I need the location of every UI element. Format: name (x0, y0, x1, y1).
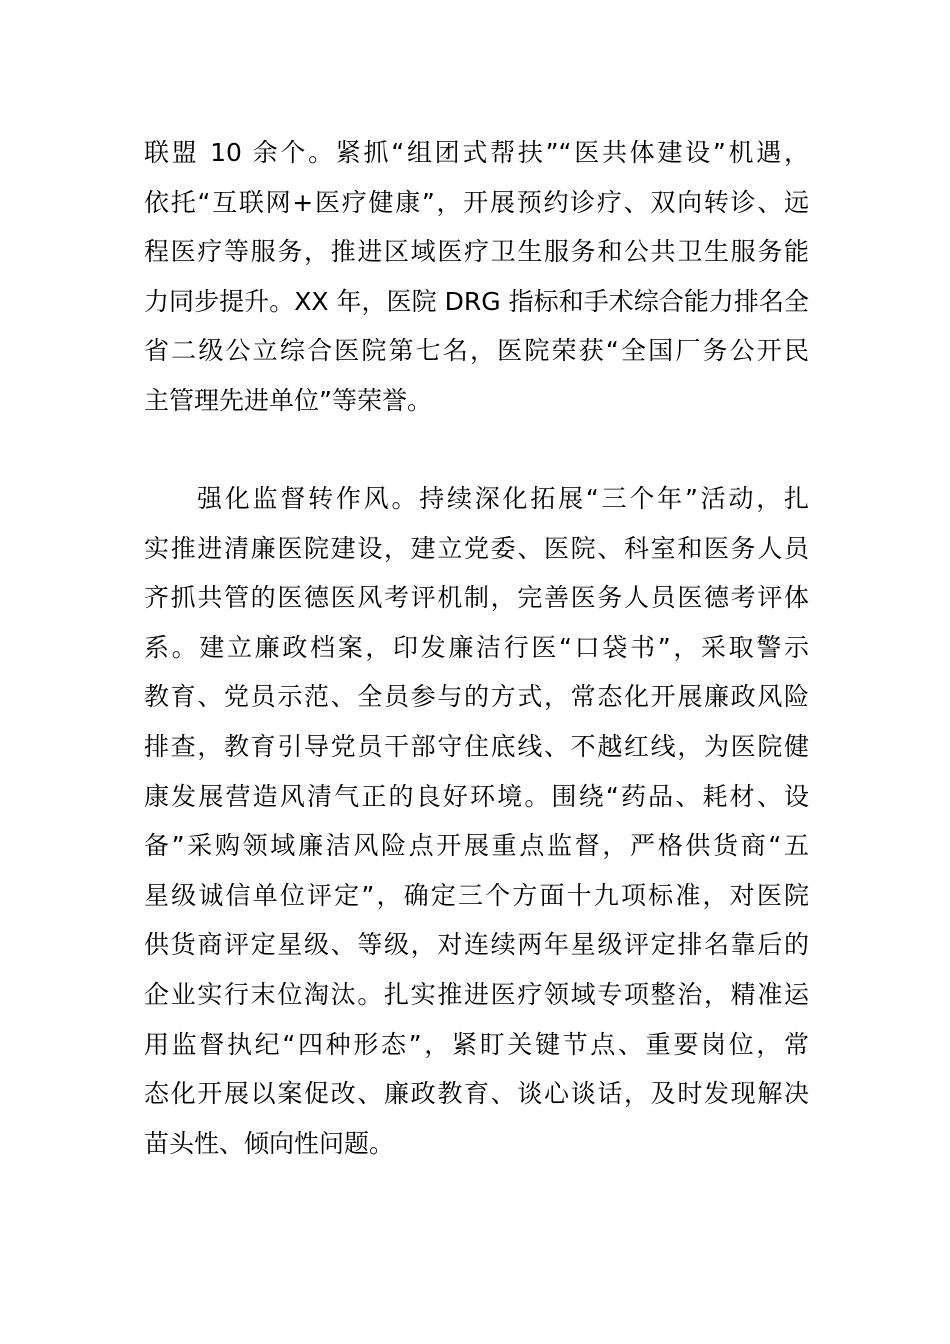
text-line: 省二级公立综合医院第七名，医院荣获“全国厂务公开民 (144, 336, 809, 366)
text-line: 用监督执纪“四种形态”，紧盯关键节点、重要岗位，常 (144, 1029, 809, 1059)
paragraph-supervision (144, 474, 809, 1168)
text-line: 排查，教育引导党员干部守住底线、不越红线，为医院健 (144, 731, 809, 761)
text-line: 主管理先进单位”等荣誉。 (144, 385, 432, 415)
text-line: 星级诚信单位评定”，确定三个方面十九项标准，对医院 (144, 880, 809, 910)
text-line: 教育、党员示范、全员参与的方式，常态化开展廉政风险 (144, 682, 809, 712)
text-line: 系。建立廉政档案，印发廉洁行医“口袋书”，采取警示 (144, 632, 809, 662)
text-line: 企业实行末位淘汰。扎实推进医疗领域专项整治，精准运 (144, 979, 809, 1009)
text-line: 力同步提升。XX 年，医院 DRG 指标和手术综合能力排名全 (144, 286, 809, 316)
text-line: 苗头性、倾向性问题。 (144, 1128, 395, 1158)
text-line: 强化监督转作风。持续深化拓展“三个年”活动，扎 (197, 484, 809, 513)
text-line: 依托“互联网+医疗健康”，开展预约诊疗、双向转诊、远 (144, 187, 809, 217)
text-line: 实推进清廉医院建设，建立党委、医院、科室和医务人员 (144, 533, 809, 563)
text-line: 供货商评定星级、等级，对连续两年星级评定排名靠后的 (144, 930, 809, 960)
text-line: 程医疗等服务，推进区域医疗卫生服务和公共卫生服务能 (144, 237, 809, 267)
paragraph-continuation (144, 128, 809, 426)
text-line: 齐抓共管的医德医风考评机制，完善医务人员医德考评体 (144, 583, 809, 613)
text-line: 备”采购领域廉洁风险点开展重点监督，严格供货商“五 (144, 831, 809, 861)
text-line: 康发展营造风清气正的良好环境。围绕“药品、耗材、设 (144, 781, 809, 811)
text-line: 联盟 10 余个。紧抓“组团式帮扶”“医共体建设”机遇， (144, 138, 809, 167)
text-line: 态化开展以案促改、廉政教育、谈心谈话，及时发现解决 (144, 1079, 809, 1109)
